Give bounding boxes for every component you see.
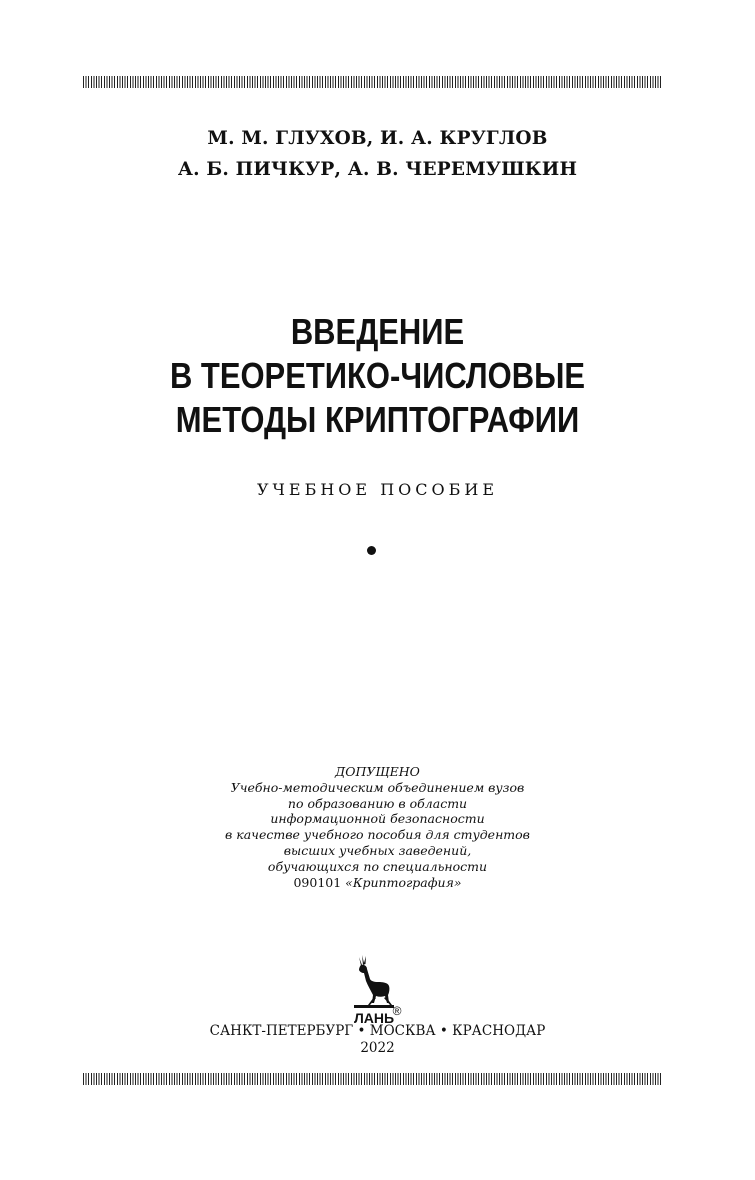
approval-line: обучающихся по специальности: [267, 858, 488, 874]
approval-block: [0, 764, 755, 890]
specialty-name: «Криптография»: [345, 874, 462, 890]
bullet-dot: [367, 546, 376, 555]
bottom-decorative-rule: [83, 1073, 663, 1085]
imprint-block: [0, 1023, 755, 1057]
deer-icon: [354, 955, 394, 1008]
approval-specialty: [0, 875, 755, 891]
top-decorative-rule: [83, 76, 663, 88]
approval-heading: ДОПУЩЕНО: [335, 764, 420, 779]
approval-line: Учебно-методическим объединением вузов: [230, 779, 525, 795]
authors-line-1: М. М. ГЛУХОВ, И. А. КРУГЛОВ: [207, 128, 548, 149]
publisher-cities: САНКТ-ПЕТЕРБУРГ • МОСКВА • КРАСНОДАР: [209, 1023, 546, 1039]
authors-line-2: А. Б. ПИЧКУР, А. В. ЧЕРЕМУШКИН: [177, 159, 578, 180]
authors-block: [0, 123, 755, 185]
title-line-2: В ТЕОРЕТИКО-ЧИСЛОВЫЕ: [169, 355, 586, 396]
book-subtitle: УЧЕБНОЕ ПОСОБИЕ: [256, 480, 499, 499]
registered-mark: ®: [392, 1004, 402, 1018]
title-line-3: МЕТОДЫ КРИПТОГРАФИИ: [175, 399, 580, 440]
approval-line: высших учебных заведений,: [283, 842, 472, 858]
approval-line: по образованию в области: [287, 795, 468, 811]
approval-line: информационной безопасности: [270, 811, 485, 827]
approval-line: в качестве учебного пособия для студентов: [225, 827, 530, 843]
specialty-code: 090101: [293, 874, 342, 890]
publication-year: 2022: [360, 1040, 395, 1056]
title-line-1: ВВЕДЕНИЕ: [290, 311, 465, 352]
book-title: [0, 310, 755, 442]
publisher-logo-text: ЛАНЬ: [353, 1010, 395, 1026]
publisher-logo: [352, 953, 404, 1027]
